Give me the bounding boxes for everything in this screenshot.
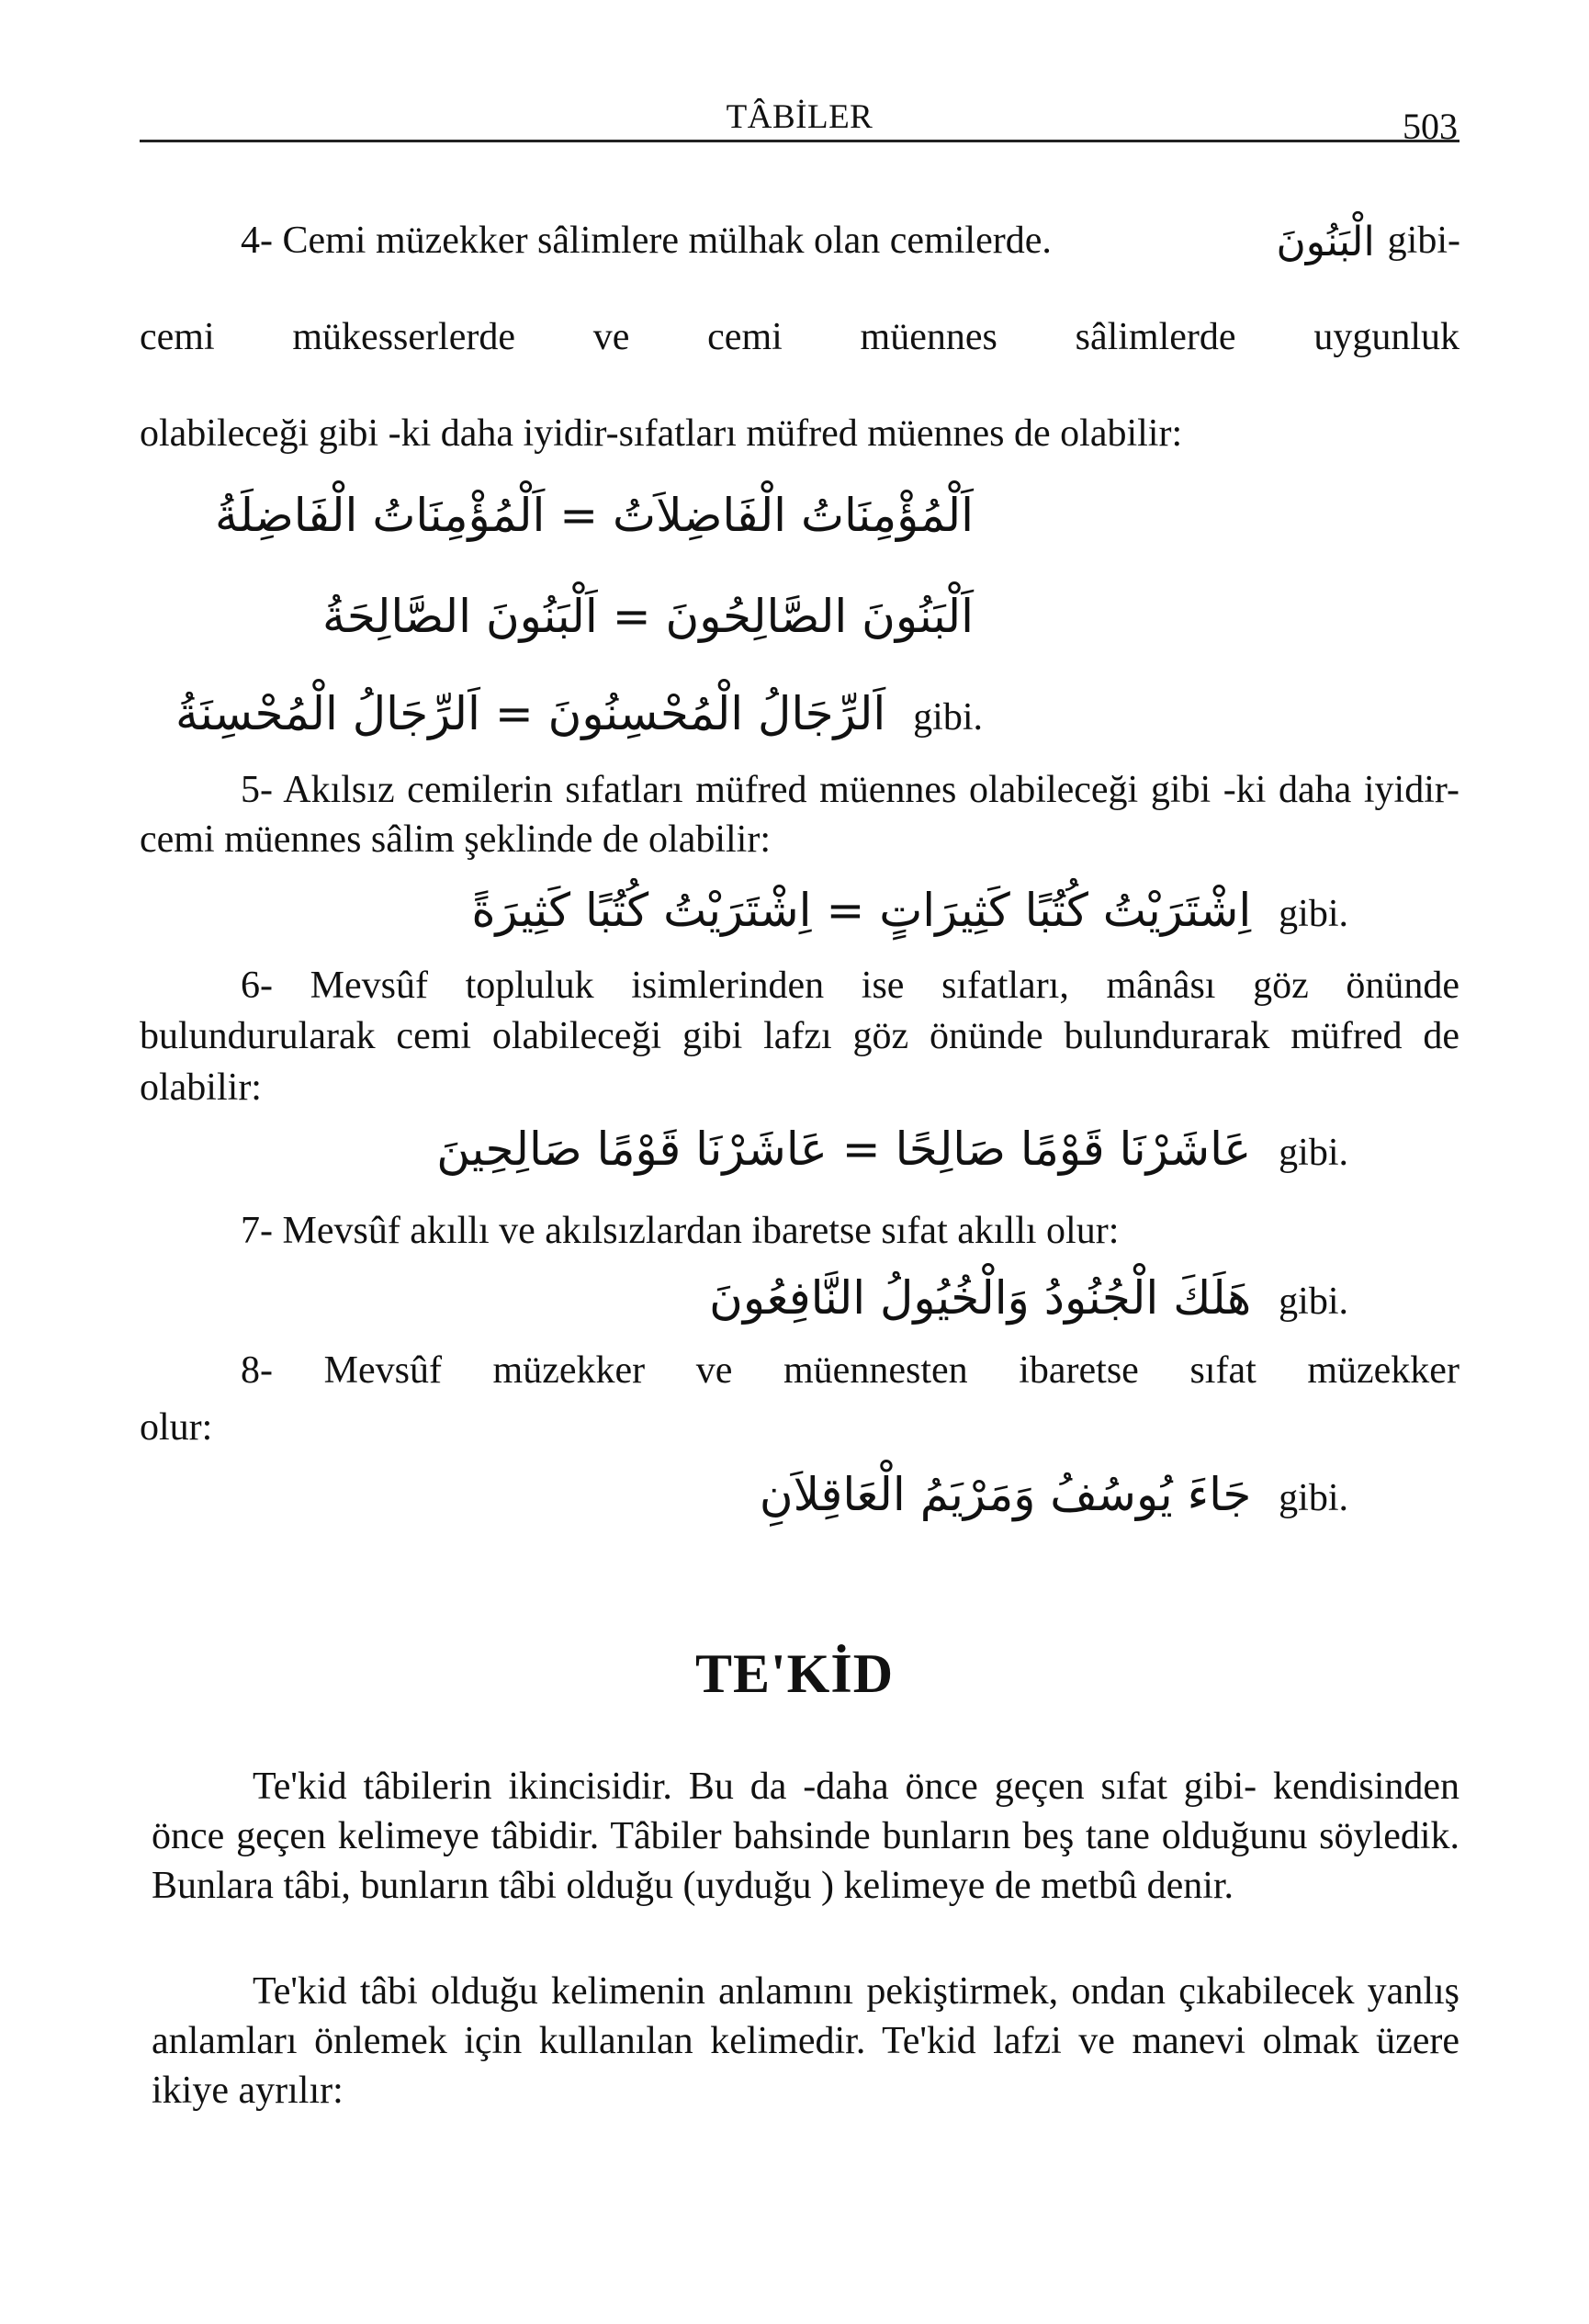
item4-example-3: [175, 687, 983, 740]
page-number: 503: [1403, 106, 1458, 147]
arabic-example: هَلَكَ الْجُنُودُ وَالْخُيُولُ النَّافِعُونَ: [709, 1271, 1252, 1325]
item7-text: 7- Mevsûf akıllı ve akılsızlardan ibaretse sıfat akıllı olur:: [241, 1210, 1120, 1252]
word: müennes: [860, 316, 997, 358]
item8-example: [760, 1468, 1348, 1521]
gibi-suffix: gibi.: [1279, 1477, 1348, 1519]
word: 8-: [241, 1349, 273, 1392]
word: sıfat: [1189, 1349, 1257, 1392]
item4-arabic-word: الْبَنُونَ: [1276, 219, 1375, 265]
item8-line1: [241, 1348, 1459, 1393]
arabic-example: اَلْبَنُونَ الصَّالِحُونَ = اَلْبَنُونَ الصَّالِحَةُ: [322, 590, 974, 643]
tekid-paragraph-2: Te'kid tâbi olduğu kelimenin anlamını pekiştirmek, ondan çıkabilecek yanlış anlamları önlemek için kullanılan kelimedir. Te'kid lafzi ve manevi olmak üzere ikiye ayrılır:: [152, 1970, 1459, 2113]
word: ve: [592, 316, 630, 358]
word: müzekker: [1307, 1349, 1459, 1392]
arabic-example: اَلْمُؤْمِنَاتُ الْفَاضِلاَتُ = اَلْمُؤْمِنَاتُ الْفَاضِلَةُ: [214, 489, 974, 542]
word: ve: [695, 1349, 733, 1392]
item4-line1-end: gibi-: [1387, 220, 1460, 262]
tekid-paragraph-1: Te'kid tâbilerin ikincisidir. Bu da -daha önce geçen sıfat gibi- kendisinden önce geçen kelimeye tâbidir. Tâbiler bahsinde bunların beş tane olduğunu söyledik. Bunlara tâbi, bunların tâbi olduğu (uyduğu ) kelimeye de metbû denir.: [152, 1766, 1459, 1908]
word: müennesten: [783, 1349, 968, 1392]
item6-text: 6- Mevsûf topluluk isimlerinden ise sıfatları, mânâsı göz önünde bulundurularak cemi olabileceği gibi lafzı göz önünde bulundurarak müfred de olabilir:: [140, 965, 1459, 1109]
item4-line1-start: 4- Cemi müzekker sâlimlere mülhak olan cemilerde.: [241, 220, 1052, 262]
gibi-suffix: gibi.: [1279, 893, 1348, 935]
word: sâlimlerde: [1075, 316, 1236, 358]
word: cemi: [707, 316, 783, 358]
gibi-suffix: gibi.: [913, 696, 983, 739]
item4-line1: [241, 219, 1460, 265]
word: uygunluk: [1313, 316, 1459, 358]
arabic-example: جَاءَ يُوسُفُ وَمَرْيَمُ الْعَاقِلاَنِ: [759, 1468, 1252, 1521]
gibi-suffix: gibi.: [1279, 1132, 1348, 1174]
item6-example: [436, 1123, 1348, 1176]
item5-text: 5- Akılsız cemilerin sıfatları müfred müennes olabileceği gibi -ki daha iyidir- cemi müennes sâlim şeklinde de olabilir:: [140, 769, 1459, 861]
running-head: TÂBİLER: [726, 98, 873, 136]
item4-example-1: [215, 489, 974, 542]
word: cemi: [140, 316, 215, 358]
arabic-example: اِشْتَرَيْتُ كُتُبًا كَثِيرَاتٍ = اِشْتَرَيْتُ كُتُبًا كَثِيرَةً: [471, 884, 1252, 937]
section-title: TE'KİD: [694, 1643, 895, 1704]
word: Mevsûf: [323, 1349, 442, 1392]
item5-example: [471, 884, 1348, 937]
item7-example: [709, 1271, 1348, 1325]
word: müzekker: [492, 1349, 646, 1392]
word: ibaretse: [1019, 1349, 1139, 1392]
gibi-suffix: gibi.: [1279, 1280, 1348, 1323]
item8-line2: olur:: [140, 1406, 213, 1449]
page-header: [140, 92, 1459, 147]
item4-example-2: [322, 590, 974, 643]
arabic-example: عَاشَرْنَا قَوْمًا صَالِحًا = عَاشَرْنَا قَوْمًا صَالِحِينَ: [436, 1123, 1252, 1176]
item4-line3: olabileceği gibi -ki daha iyidir-sıfatları müfred müennes de olabilir:: [140, 412, 1183, 455]
item4-line2: [140, 315, 1459, 359]
word: mükesserlerde: [292, 316, 515, 358]
arabic-example: اَلرِّجَالُ الْمُحْسِنُونَ = اَلرِّجَالُ الْمُحْسِنَةُ: [175, 687, 886, 740]
